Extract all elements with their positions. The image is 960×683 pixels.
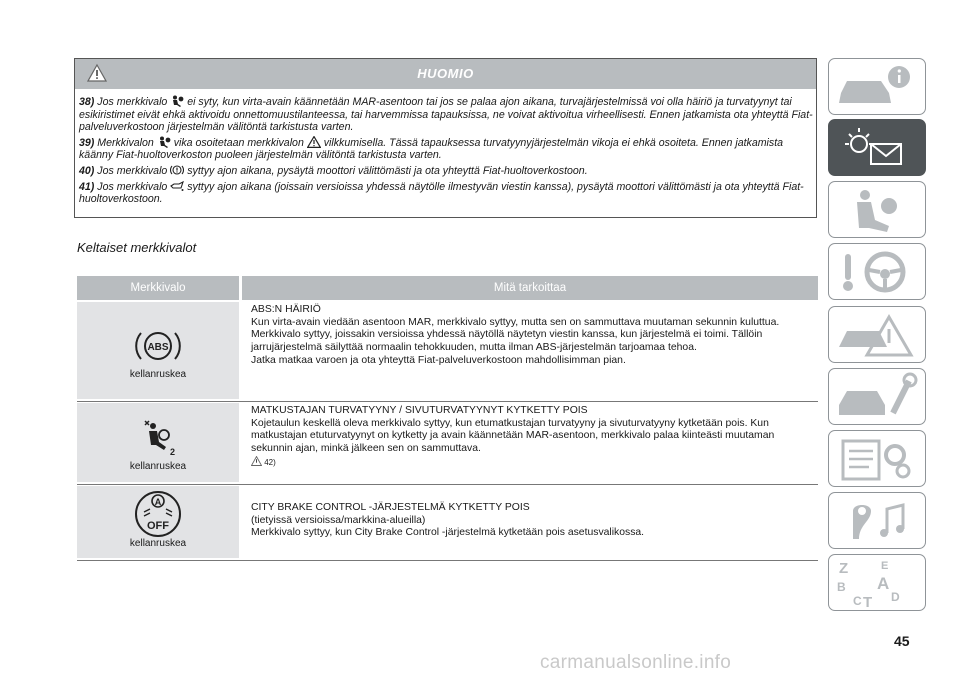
table-row-indicator-cell [77, 403, 239, 482]
table-header-meaning: Mitä tarkoittaa [242, 276, 818, 300]
section-title: Keltaiset merkkivalot [77, 240, 197, 255]
multimedia-icon [829, 493, 927, 550]
table-row-indicator-cell [77, 486, 239, 558]
brake-warning-icon [170, 164, 184, 176]
alphabet-index-icon [829, 555, 927, 612]
warning-lights-icon [829, 120, 927, 177]
svg-text:2: 2 [170, 447, 176, 457]
notice-item-38: 38) Jos merkkivalo ei syty, kun virta-avain käännetään MAR-asentoon tai jos se palaa ajon aikana, turvajärjestelmissä voi olla häiriö ja turvatyynyt tai esikiristimet eivät ehkä aktivoidu onnettomuustilanteessa, tai harvemmissa tapauksissa, ne voivat aktivoitua virheellisesti. Ennen jatkamista ota yhteyttä Fiat-palveluverkostoon järjestelmän välitöntä tarkistusta varten. [79, 96, 813, 134]
warning-triangle-icon [251, 456, 262, 466]
indicator-color-label: kellanruskea [129, 369, 187, 380]
general-warning-icon [307, 136, 321, 148]
row-divider [77, 401, 818, 402]
svg-text:OFF: OFF [147, 520, 169, 532]
row-divider [77, 484, 818, 485]
car-info-icon [829, 59, 927, 116]
nav-tab-emergency[interactable] [828, 306, 926, 363]
svg-text:E: E [881, 560, 889, 572]
abs-warning-icon [132, 320, 184, 372]
airbag-fault-icon [157, 136, 171, 148]
svg-text:T: T [863, 594, 873, 611]
svg-text:A: A [154, 497, 162, 507]
table-row-description: ABS:N HÄIRIÖ Kun virta-avain viedään asentoon MAR, merkkivalo syttyy, mutta sen on sammuttava muutaman sekunnin kuluttua. Merkkivalo syttyy, joissakin versioissa yhdessä näytöllä näytetyn viestin kanssa, kun järjestelmä ei toimi. Tällöin jarrujärjestelmä säilyttää normaalin tehokkuuden, mutta ilman ABS-järjestelmän tarjoamaa tehoa. Jatka matkaa varoen ja ota yhteyttä Fiat-palveluverkostoon mahdollisimman pian. [251, 304, 780, 366]
nav-tab-technical-data[interactable] [828, 430, 926, 487]
table-row-indicator-cell [77, 302, 239, 399]
svg-text:A: A [877, 574, 890, 593]
nav-tab-multimedia[interactable] [828, 492, 926, 549]
indicator-color-label: kellanruskea [129, 538, 187, 549]
city-brake-off-icon [132, 488, 184, 540]
svg-text:C: C [853, 594, 862, 608]
steering-wheel-icon [829, 244, 927, 301]
notice-item-39: 39) Merkkivalon vika osoitetaan merkkivalon vilkkumisella. Tässä tapauksessa turvatyynyjärjestelmän vikoja ei ehkä osoiteta. Ennen jatkamista käänny Fiat-huoltoverkoston puoleen järjestelmän välitöntä tarkistusta varten. [79, 136, 784, 162]
note-reference: 42) [264, 457, 276, 467]
svg-text:D: D [891, 590, 900, 604]
page-number: 45 [894, 633, 910, 649]
notice-title: HUOMIO [417, 66, 474, 81]
nav-tab-warning-lights[interactable] [828, 119, 926, 176]
passenger-airbag-off-icon [132, 411, 184, 463]
nav-tab-index[interactable] [828, 554, 926, 611]
nav-tab-maintenance[interactable] [828, 368, 926, 425]
table-row-description: MATKUSTAJAN TURVATYYNY / SIVUTURVATYYNYT KYTKETTY POIS Kojetaulun keskellä oleva merkkivalo syttyy, kun etumatkustajan turvatyyny ja sivuturvatyyny kytketään pois. Kun matkustajan etuturvatyynyt on kytketty ja avain käännetään MAR-asentoon, merkkivalo palaa kiinteästi muutaman sekunnin ajan, minkä jälkeen sen on sammuttava. 42) [251, 405, 775, 467]
notice-body [79, 95, 814, 208]
svg-text:Z: Z [839, 560, 849, 577]
table-header-indicator: Merkkivalo [77, 276, 239, 300]
engine-oil-pressure-icon [170, 180, 184, 192]
technical-data-icon [829, 431, 927, 488]
nav-tab-car-info[interactable] [828, 58, 926, 115]
notice-item-40: 40) Jos merkkivalo syttyy ajon aikana, pysäytä moottori välittömästi ja ota yhteyttä Fiat-huoltoverkostoon. [79, 164, 588, 177]
notice-header [75, 59, 816, 89]
nav-tab-safety[interactable] [828, 181, 926, 238]
airbag-fault-icon [170, 95, 184, 107]
svg-text:ABS: ABS [147, 342, 169, 353]
notice-item-41: 41) Jos merkkivalo syttyy ajon aikana (joissain versioissa yhdessä näytölle ilmestyvän viestin kanssa), pysäytä moottori välittömästi ja ota yhteyttä Fiat-huoltoverkostoon. [79, 180, 804, 206]
seat-airbag-icon [829, 182, 927, 239]
watermark-text: carmanualsonline.info [540, 652, 732, 673]
indicator-color-label: kellanruskea [129, 461, 187, 472]
row-divider [77, 560, 818, 561]
table-row-description: CITY BRAKE CONTROL -JÄRJESTELMÄ KYTKETTY POIS (tietyissä versioissa/markkina-alueilla) Merkkivalo syttyy, kun City Brake Control -järjestelmä kytketään pois asetusvalikossa. [251, 502, 645, 539]
nav-tab-starting-driving[interactable] [828, 243, 926, 300]
emergency-icon [829, 307, 927, 364]
svg-text:B: B [837, 580, 846, 594]
notice-box [74, 58, 817, 218]
maintenance-icon [829, 369, 927, 426]
